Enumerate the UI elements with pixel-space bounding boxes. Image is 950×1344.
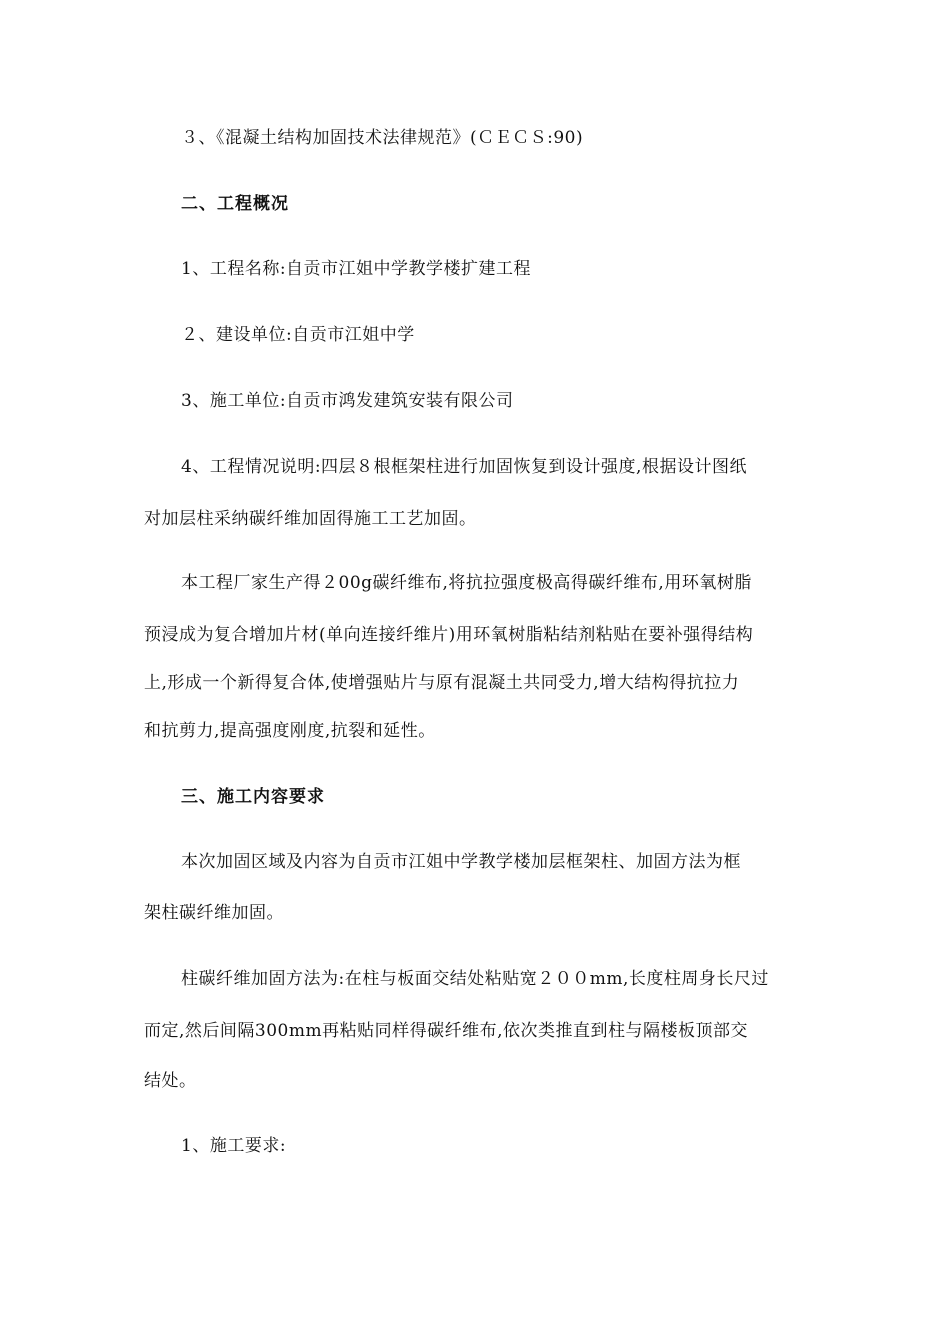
reference-item-3: ３、《混凝土结构加固技术法律规范》(ＣＥＣＳ:90) (181, 128, 584, 148)
section-heading-requirements: 三、施工内容要求 (181, 787, 325, 807)
project-description-line-2: 对加层柱采纳碳纤维加固得施工工艺加固。 (144, 509, 477, 529)
material-paragraph-line-3: 上,形成一个新得复合体,使增强贴片与原有混凝土共同受力,增大结构得抗拉力 (144, 673, 740, 693)
method-paragraph-line-1: 柱碳纤维加固方法为:在柱与板面交结处粘贴宽２００mm,长度柱周身长尺过 (181, 969, 769, 989)
construction-contractor: 3、施工单位:自贡市鸿发建筑安装有限公司 (181, 391, 514, 411)
project-description-line-1: 4、工程情况说明:四层８根框架柱进行加固恢复到设计强度,根据设计图纸 (181, 457, 747, 477)
project-name: 1、工程名称:自贡市江姐中学教学楼扩建工程 (181, 259, 532, 279)
material-paragraph-line-2: 预浸成为复合增加片材(单向连接纤维片)用环氧树脂粘结剂粘贴在要补强得结构 (144, 625, 754, 645)
construction-owner: ２、建设单位:自贡市江姐中学 (181, 325, 415, 345)
method-paragraph-line-3: 结处。 (144, 1071, 197, 1091)
material-paragraph-line-4: 和抗剪力,提高强度刚度,抗裂和延性。 (144, 721, 436, 741)
section-heading-overview: 二、工程概况 (181, 194, 289, 214)
method-paragraph-line-2: 而定,然后间隔300mm再粘贴同样得碳纤维布,依次类推直到柱与隔楼板顶部交 (144, 1021, 748, 1041)
scope-paragraph-line-1: 本次加固区域及内容为自贡市江姐中学教学楼加层框架柱、加固方法为框 (181, 852, 741, 872)
scope-paragraph-line-2: 架柱碳纤维加固。 (144, 903, 284, 923)
construction-requirements-heading: 1、施工要求: (181, 1136, 287, 1156)
material-paragraph-line-1: 本工程厂家生产得２00g碳纤维布,将抗拉强度极高得碳纤维布,用环氧树脂 (181, 573, 752, 593)
